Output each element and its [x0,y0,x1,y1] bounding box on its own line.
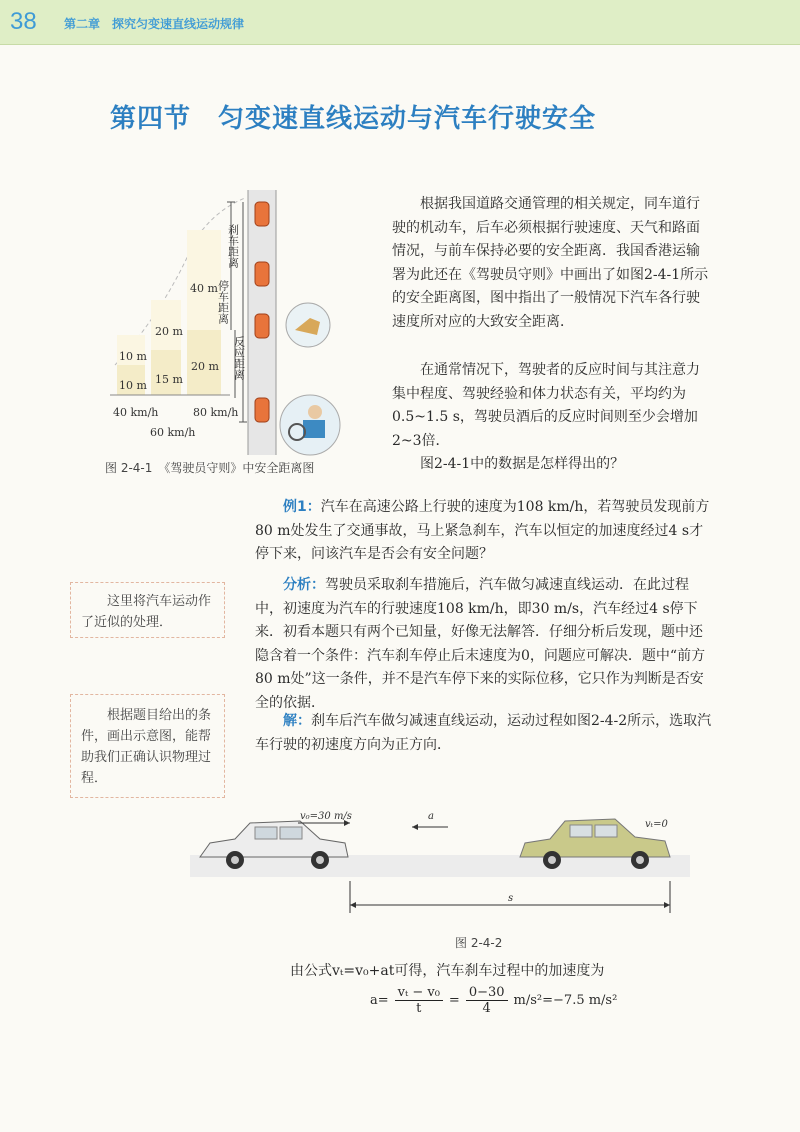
acceleration-formula [370,985,617,1016]
analysis-text: 驾驶员采取刹车措施后，汽车做匀减速直线运动．在此过程中，初速度为汽车的行驶速度108 km/h，即30 m/s，汽车经过4 s停下来．初看本题只有两个已知量，好像无法解答．仔细分析后发现，题中还隐含着一个条件：汽车刹车停止后末速度为0，问题应可解决．题中“前方80 m处”这一条件，并不是汽车停下来的实际位移，它只作为判断是否安全的依据． [255,577,706,711]
section-title: 第四节 匀变速直线运动与汽车行驶安全 [110,104,597,134]
paragraph-intro: 根据我国道路交通管理的相关规定，同车道行驶的机动车，后车必须根据行驶速度、天气和路面情况，与前车保持必要的安全距离．我国香港运输署为此还在《驾驶员守则》中画出了如图2-4-1所示的安全距离图，图中指出了一般情况下汽车各行驶速度所对应的大致安全距离． [392,196,709,330]
reaction-distance-label: 反应距离 [232,336,246,380]
example-text: 汽车在高速公路上行驶的速度为108 km/h，若驾驶员发现前方80 m处发生了交通事故，马上紧急刹车，汽车以恒定的加速度经过4 s才停下来，问该汽车是否会有安全问题？ [255,499,710,562]
margin-note-approximation: 这里将汽车运动作了近似的处理． [70,582,225,638]
example-1 [255,496,715,567]
braking-motion-figure [190,805,690,925]
bar-label: 20 m [191,360,219,373]
analysis-lead: 分析： [283,577,325,593]
braking-distance-label: 刹车距离 [226,224,240,268]
bar-label: 10 m [119,350,147,363]
formula-equals: = [448,993,460,1008]
vt-label: vₜ=0 [645,819,668,830]
stopping-distance-label: 停车距离 [216,280,230,324]
speed-label: 40 km/h [113,406,159,419]
acceleration-label: a [428,811,434,822]
figure1-caption: 图 2-4-1 《驾驶员守则》中安全距离图 [105,461,315,475]
road-surface [190,855,690,877]
fraction-numerator: vₜ − v₀ [395,985,443,1001]
paragraph-reaction-time: 在通常情况下，驾驶者的反应时间与其注意力集中程度、驾驶经验和体力状态有关，平均约为0.5~1.5 s，驾驶员酒后的反应时间则至少会增加2~3倍． [392,362,700,449]
bar-label: 15 m [155,373,183,386]
displacement-label: s [508,893,514,904]
formula-intro: 由公式vₜ=v₀+at可得，汽车刹车过程中的加速度为 [290,963,605,979]
bar-label: 10 m [119,379,147,392]
analysis [255,574,715,715]
figure2-caption: 图 2-4-2 [455,936,503,950]
bar-label: 20 m [155,325,183,338]
solution [255,710,715,757]
safety-distance-figure [105,190,350,460]
fraction-denominator: t [416,1001,422,1016]
car-icon [255,262,269,286]
speed-label: 60 km/h [150,426,196,439]
fraction-numeric [466,985,508,1016]
solution-lead: 解： [283,713,311,729]
car-icon [255,202,269,226]
page-number: 38 [10,8,37,35]
fraction-denominator: 4 [482,1001,491,1016]
car-icon [255,314,269,338]
bar-label: 40 m [190,282,218,295]
car-icon [255,398,269,422]
page-header [0,0,800,45]
fraction-symbolic [395,985,443,1016]
example-lead: 例1： [283,499,321,515]
v0-label: v₀=30 m/s [300,811,352,822]
margin-note-diagram: 根据题目给出的条件，画出示意图，能帮助我们正确认识物理过程． [70,694,225,798]
fraction-numerator: 0−30 [466,985,508,1001]
formula-result: m/s²=−7.5 m/s² [513,993,618,1008]
solution-text: 刹车后汽车做匀减速直线运动，运动过程如图2-4-2所示，选取汽车行驶的初速度方向为正方向． [255,713,712,753]
formula-lhs: a= [370,993,389,1008]
chapter-title: 第二章 探究匀变速直线运动规律 [64,17,245,31]
paragraph-question: 图2-4-1中的数据是怎样得出的？ [420,456,625,472]
speed-label: 80 km/h [193,406,239,419]
